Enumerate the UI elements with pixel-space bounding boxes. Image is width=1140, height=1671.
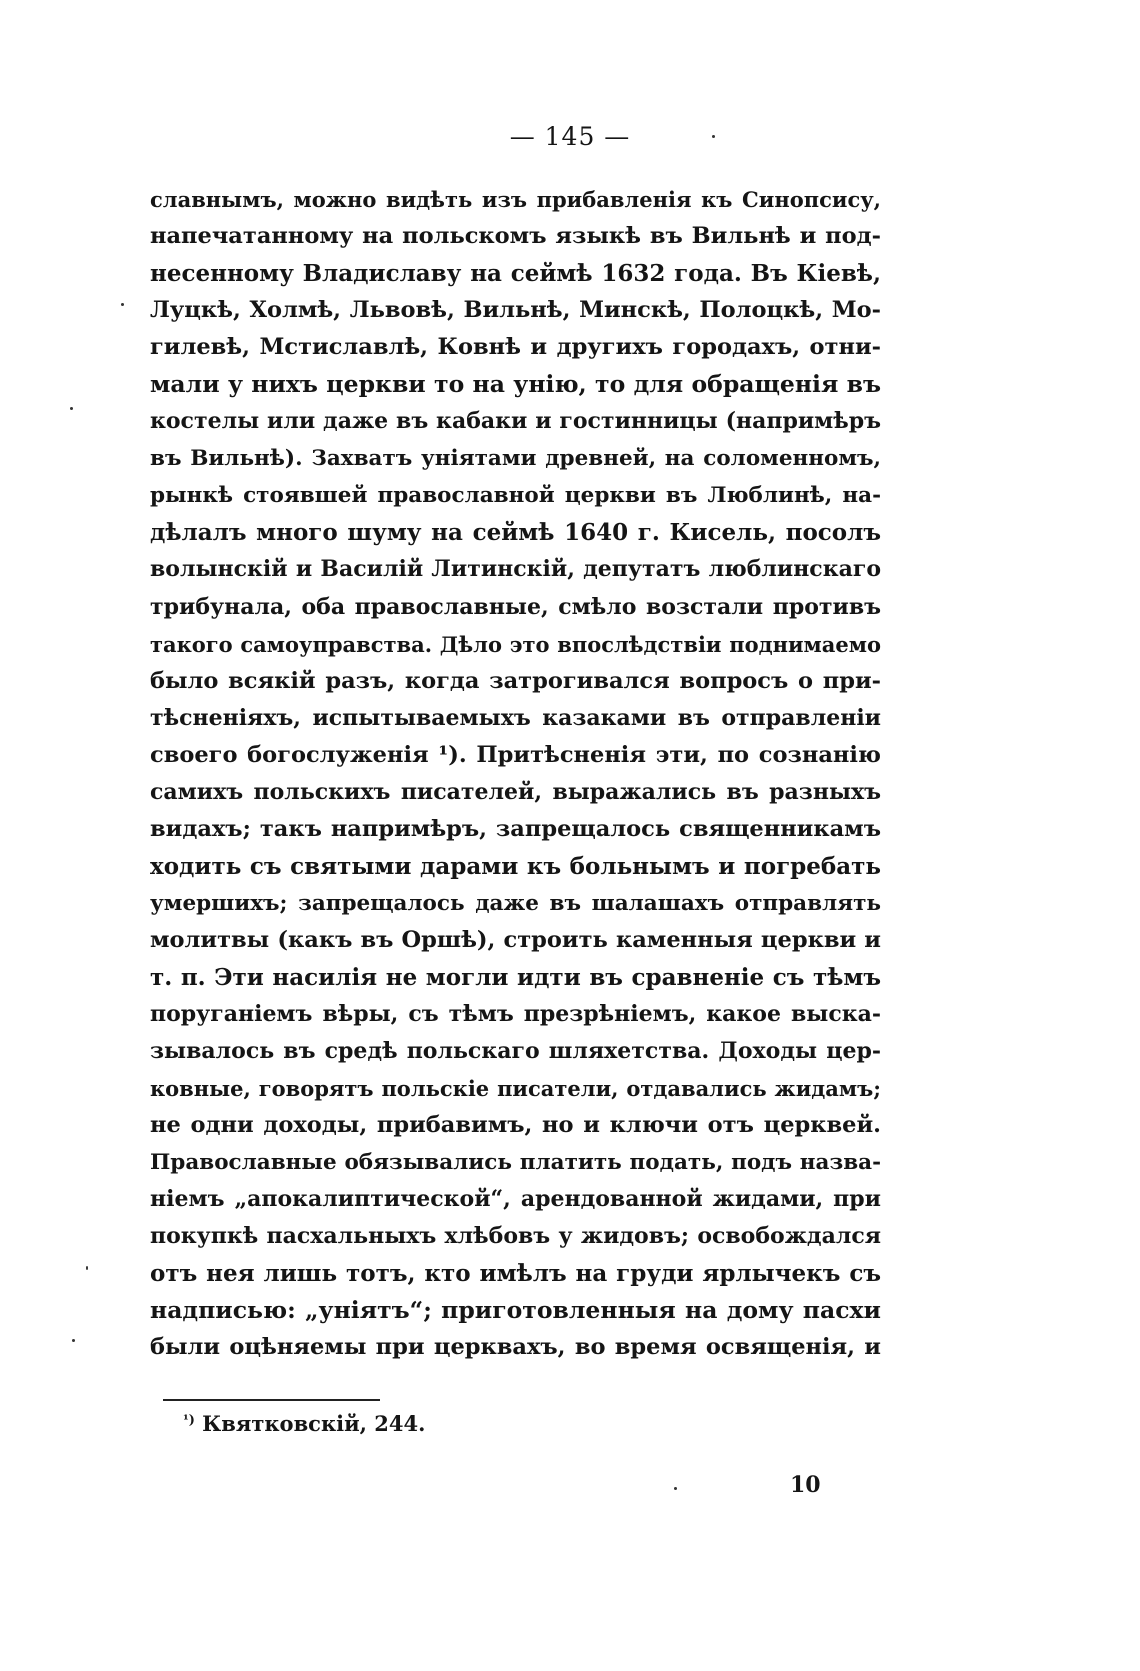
body-line: самихъ польскихъ писателей, выражались въ разныхъ (150, 778, 881, 805)
body-line: ніемъ „апокалиптической“, арендованной жидами, при (150, 1186, 881, 1213)
body-line: зывалось въ средѣ польскаго шляхетства. Доходы цер- (150, 1038, 881, 1065)
body-line: тѣсненіяхъ, испытываемыхъ казаками въ отправленіи (150, 704, 881, 731)
body-line: Православные обязывались платить подать, подъ назва- (150, 1150, 881, 1176)
body-line: гилевѣ, Мстиславлѣ, Ковнѣ и другихъ городахъ, отни- (150, 334, 881, 361)
footnote-text: Квятковскій, 244. (202, 1411, 426, 1436)
scan-speck (674, 1487, 677, 1490)
body-line: отъ нея лишь тотъ, кто имѣлъ на груди ярлычекъ съ (150, 1260, 881, 1288)
body-line: т. п. Эти насилія не могли идти въ сравненіе съ тѣмъ (150, 963, 881, 991)
footnote-marker: ¹) (183, 1413, 195, 1428)
footnote (183, 1411, 425, 1436)
body-line: напечатанному на польскомъ языкѣ въ Вильнѣ и под- (150, 223, 881, 250)
body-line: было всякій разъ, когда затрогивался вопросъ о при- (150, 667, 881, 694)
body-line: въ Вильнѣ). Захватъ уніятами древней, на соломенномъ, (150, 446, 881, 472)
body-line: мали у нихъ церкви то на унію, то для обращенія въ (150, 370, 881, 399)
body-line: такого самоуправства. Дѣло это впослѣдствіи поднимаемо (150, 631, 881, 657)
body-line: ходить съ святыми дарами къ больнымъ и погребать (150, 852, 881, 880)
scan-speck (712, 135, 715, 138)
scan-speck (121, 303, 124, 306)
body-line: Луцкѣ, Холмѣ, Львовѣ, Вильнѣ, Минскѣ, Полоцкѣ, Мо- (150, 297, 881, 324)
scan-speck (72, 1339, 75, 1342)
body-line: рынкѣ стоявшей православной церкви въ Люблинѣ, на- (150, 483, 881, 509)
body-line: молитвы (какъ въ Оршѣ), строить каменныя церкви и (150, 926, 881, 953)
footnote-divider (163, 1399, 380, 1401)
body-text (150, 181, 881, 1367)
body-line: видахъ; такъ напримѣръ, запрещалось священникамъ (150, 815, 881, 842)
body-line: надписью: „уніятъ“; приготовленныя на дому пасхи (150, 1296, 881, 1325)
body-line: славнымъ, можно видѣть изъ прибавленія къ Синопсису, (150, 187, 881, 212)
body-line: волынскій и Василій Литинскій, депутатъ люблинскаго (150, 556, 881, 583)
signature-mark: 10 (790, 1472, 821, 1498)
body-line: дѣлалъ много шуму на сеймѣ 1640 г. Кисель, посолъ (150, 519, 881, 547)
body-line: ковные, говорятъ польскіе писатели, отдавались жидамъ; (150, 1076, 881, 1102)
body-line: костелы или даже въ кабаки и гостинницы (напримѣръ (150, 408, 881, 435)
body-line: своего богослуженія ¹). Притѣсненія эти, по сознанію (150, 741, 881, 768)
body-line: покупкѣ пасхальныхъ хлѣбовъ у жидовъ; освобождался (150, 1223, 881, 1250)
body-line: умершихъ; запрещалось даже въ шалашахъ отправлять (150, 890, 881, 916)
body-line: были оцѣняемы при церквахъ, во время освященія, и (150, 1334, 881, 1361)
body-line: поруганіемъ вѣры, съ тѣмъ презрѣніемъ, какое выска- (150, 1001, 881, 1028)
body-line: несенному Владиславу на сеймѣ 1632 года. Въ Кіевѣ, (150, 260, 881, 288)
scan-speck (70, 407, 73, 410)
body-line: не одни доходы, прибавимъ, но и ключи отъ церквей. (150, 1112, 881, 1139)
body-line: трибунала, оба православные, смѣло возстали противъ (150, 593, 881, 620)
scan-speck (86, 1266, 88, 1270)
page-number: — 145 — (509, 122, 631, 151)
